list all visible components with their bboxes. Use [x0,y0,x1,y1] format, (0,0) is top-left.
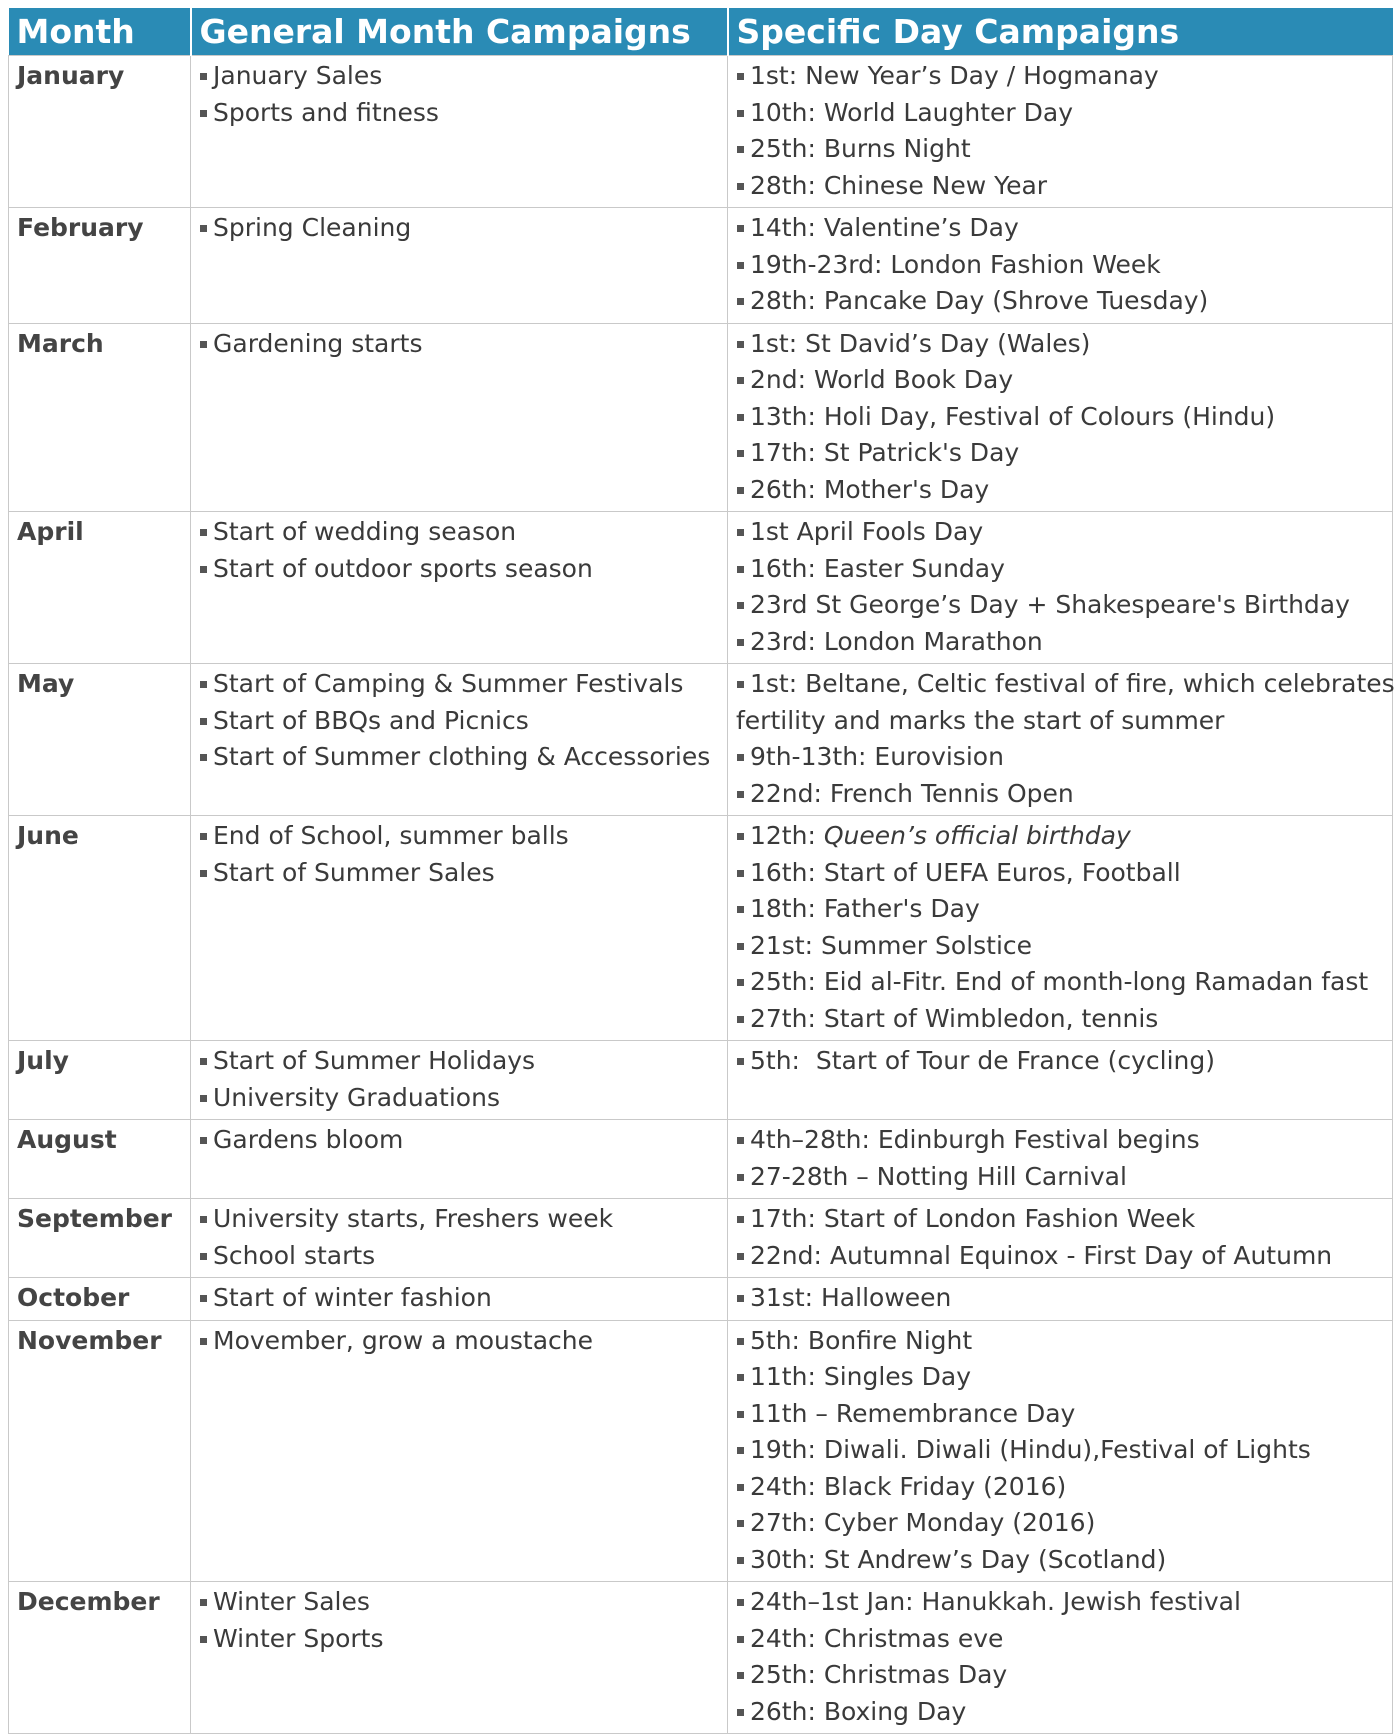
list-item: 25th: Eid al-Fitr. End of month-long Ramadan fast [736,964,1384,1001]
list-item [736,818,1384,855]
list-item: 24th–1st Jan: Hanukkah. Jewish festival [736,1584,1384,1621]
table-body [9,56,1393,1734]
list-item-prefix: 12th: [750,821,824,850]
month-cell: October [9,1278,191,1321]
month-cell: November [9,1320,191,1582]
specific-campaigns-cell [728,512,1393,664]
specific-campaign-list [736,514,1384,660]
list-item: Spring Cleaning [199,210,719,247]
month-cell: February [9,208,191,324]
list-item: 2nd: World Book Day [736,362,1384,399]
list-item: 25th: Christmas Day [736,1657,1384,1694]
specific-campaign-list [736,1201,1384,1274]
specific-campaigns-cell [728,323,1393,512]
month-cell: December [9,1582,191,1734]
list-item: 10th: World Laughter Day [736,95,1384,132]
general-campaign-list [199,210,719,247]
list-item: End of School, summer balls [199,818,719,855]
specific-campaign-list [736,1280,1384,1317]
general-campaigns-cell [191,816,728,1041]
general-campaigns-cell [191,323,728,512]
list-item: 22nd: French Tennis Open [736,776,1384,813]
list-item: University starts, Freshers week [199,1201,719,1238]
month-cell: August [9,1120,191,1199]
list-item: 16th: Easter Sunday [736,551,1384,588]
list-item: 23rd: London Marathon [736,624,1384,661]
list-item: 17th: Start of London Fashion Week [736,1201,1384,1238]
specific-campaign-list [736,818,1384,1037]
list-item: 13th: Holi Day, Festival of Colours (Hindu) [736,399,1384,436]
list-item: Start of outdoor sports season [199,551,719,588]
table-row [9,323,1393,512]
list-item: Start of Summer clothing & Accessories [199,739,719,776]
table-row [9,512,1393,664]
list-item: 16th: Start of UEFA Euros, Football [736,855,1384,892]
general-campaign-list [199,1201,719,1274]
specific-campaigns-cell [728,1582,1393,1734]
list-item: Start of Summer Holidays [199,1043,719,1080]
list-item: 19th: Diwali. Diwali (Hindu),Festival of Lights [736,1432,1384,1469]
specific-campaign-list [736,326,1384,509]
list-item: 24th: Black Friday (2016) [736,1469,1384,1506]
general-campaigns-cell [191,1199,728,1278]
general-campaign-list [199,1043,719,1116]
header-month: Month [9,8,191,56]
month-cell: March [9,323,191,512]
table-row [9,56,1393,208]
specific-campaign-list [736,666,1395,812]
list-item [736,666,1395,739]
list-item: 31st: Halloween [736,1280,1384,1317]
table-row [9,1120,1393,1199]
list-item: Gardens bloom [199,1122,719,1159]
list-item: 28th: Chinese New Year [736,168,1384,205]
general-campaigns-cell [191,1320,728,1582]
list-item: 27-28th – Notting Hill Carnival [736,1159,1384,1196]
general-campaigns-cell [191,56,728,208]
general-campaign-list [199,1280,719,1317]
table-row [9,1320,1393,1582]
list-item: 17th: St Patrick's Day [736,435,1384,472]
general-campaigns-cell [191,1278,728,1321]
list-item: 1st: St David’s Day (Wales) [736,326,1384,363]
month-cell: April [9,512,191,664]
list-item: School starts [199,1238,719,1275]
list-item: 22nd: Autumnal Equinox - First Day of Autumn [736,1238,1384,1275]
list-item-line: fertility and marks the start of summer [736,705,1225,735]
table-row [9,816,1393,1041]
list-item: 27th: Start of Wimbledon, tennis [736,1001,1384,1038]
list-item: 5th: Bonfire Night [736,1323,1384,1360]
month-cell: July [9,1041,191,1120]
list-item: 23rd St George’s Day + Shakespeare's Birthday [736,587,1384,624]
specific-campaigns-cell [728,208,1393,324]
list-item: 21st: Summer Solstice [736,928,1384,965]
specific-campaigns-cell [728,816,1393,1041]
general-campaigns-cell [191,1041,728,1120]
general-campaigns-cell [191,1582,728,1734]
table-row [9,664,1393,816]
list-item: Start of wedding season [199,514,719,551]
specific-campaign-list [736,58,1384,204]
list-item: 1st: New Year’s Day / Hogmanay [736,58,1384,95]
list-item: 19th-23rd: London Fashion Week [736,247,1384,284]
list-item: 24th: Christmas eve [736,1621,1384,1658]
specific-campaigns-cell [728,664,1393,816]
list-item: Winter Sports [199,1621,719,1658]
list-item: 5th: Start of Tour de France (cycling) [736,1043,1384,1080]
general-campaigns-cell [191,512,728,664]
general-campaigns-cell [191,664,728,816]
list-item: Start of Camping & Summer Festivals [199,666,719,703]
general-campaign-list [199,1584,719,1657]
list-item: 1st April Fools Day [736,514,1384,551]
table-header [9,8,1393,56]
specific-campaigns-cell [728,56,1393,208]
list-item: 28th: Pancake Day (Shrove Tuesday) [736,283,1384,320]
header-general-campaigns: General Month Campaigns [191,8,728,56]
list-item: 9th-13th: Eurovision [736,739,1384,776]
header-specific-campaigns: Specific Day Campaigns [728,8,1393,56]
table-row [9,1582,1393,1734]
specific-campaigns-cell [728,1320,1393,1582]
list-item: Start of BBQs and Picnics [199,703,719,740]
specific-campaigns-cell [728,1120,1393,1199]
list-item: 14th: Valentine’s Day [736,210,1384,247]
list-item: Start of winter fashion [199,1280,719,1317]
general-campaign-list [199,1323,719,1360]
list-item: 27th: Cyber Monday (2016) [736,1505,1384,1542]
list-item: 11th: Singles Day [736,1359,1384,1396]
specific-campaign-list [736,210,1384,320]
general-campaign-list [199,1122,719,1159]
specific-campaigns-cell [728,1278,1393,1321]
month-cell: May [9,664,191,816]
list-item: 30th: St Andrew’s Day (Scotland) [736,1542,1384,1579]
list-item: 11th – Remembrance Day [736,1396,1384,1433]
table-row [9,208,1393,324]
general-campaign-list [199,58,719,131]
list-item: Sports and fitness [199,95,719,132]
list-item: 26th: Mother's Day [736,472,1384,509]
general-campaign-list [199,514,719,587]
table-row [9,1278,1393,1321]
general-campaign-list [199,818,719,891]
list-item: Gardening starts [199,326,719,363]
table-row [9,1199,1393,1278]
specific-campaign-list [736,1043,1384,1080]
list-item: Start of Summer Sales [199,855,719,892]
specific-campaign-list [736,1122,1384,1195]
month-cell: June [9,816,191,1041]
general-campaign-list [199,326,719,363]
general-campaign-list [199,666,719,776]
list-item: Movember, grow a moustache [199,1323,719,1360]
list-item-italic-text: Queen’s official birthday [823,821,1131,850]
general-campaigns-cell [191,208,728,324]
month-cell: January [9,56,191,208]
list-item: January Sales [199,58,719,95]
specific-campaign-list [736,1584,1384,1730]
list-item-line: 1st: Beltane, Celtic festival of fire, which celebrates [750,669,1395,698]
table-row [9,1041,1393,1120]
month-cell: September [9,1199,191,1278]
specific-campaigns-cell [728,1199,1393,1278]
list-item: 18th: Father's Day [736,891,1384,928]
list-item: 26th: Boxing Day [736,1694,1384,1731]
list-item: Winter Sales [199,1584,719,1621]
list-item: 25th: Burns Night [736,131,1384,168]
list-item: 4th–28th: Edinburgh Festival begins [736,1122,1384,1159]
list-item: University Graduations [199,1080,719,1117]
specific-campaigns-cell [728,1041,1393,1120]
campaigns-table [8,8,1393,1734]
general-campaigns-cell [191,1120,728,1199]
specific-campaign-list [736,1323,1384,1579]
